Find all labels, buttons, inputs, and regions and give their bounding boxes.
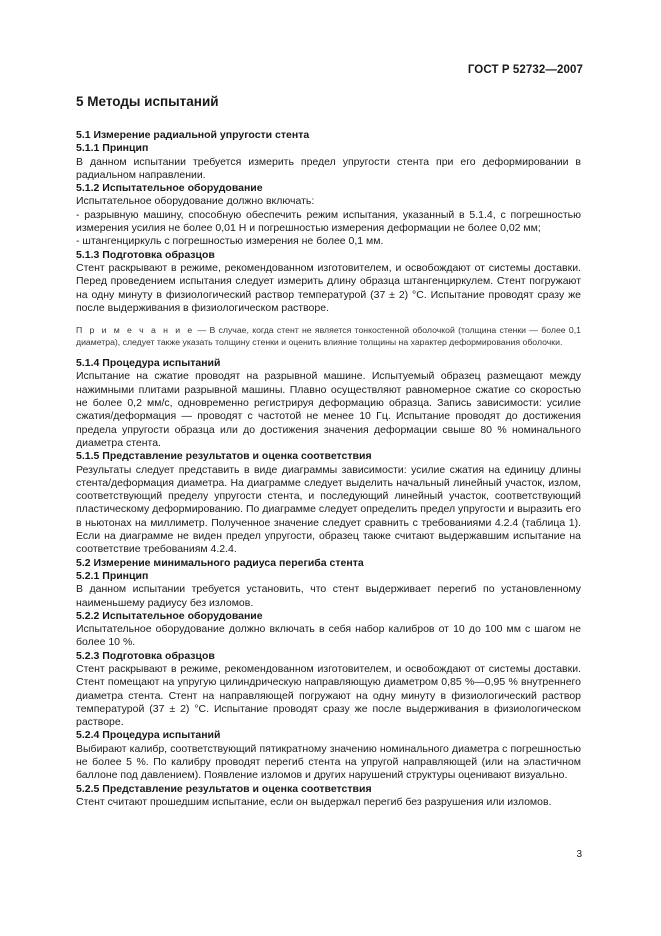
- note: [76, 324, 581, 348]
- paragraph: Испытательное оборудование должно включать в себя набор калибров от 10 до 100 мм с шагом не более 10 %.: [76, 623, 581, 649]
- paragraph: Выбирают калибр, соответствующий пятикратному значению номинального диаметра с погрешностью не более 5 %. По калибру проводят перегиб стента на упругой направляющей (или на эластичном баллоне под давлением). Появление изломов и других нарушений структуры оценивают визуально.: [76, 742, 581, 782]
- page-number: 3: [576, 849, 582, 860]
- paragraph: В данном испытании требуется установить, что стент выдерживает перегиб по установленному наименьшему радиусу без изломов.: [76, 583, 581, 609]
- list-item: - штангенциркуль с погрешностью измерения не более 0,1 мм.: [76, 235, 384, 248]
- paragraph: Результаты следует представить в виде диаграммы зависимости: усилие сжатия на единицу длины стента/деформация диаметра. На диаграмме следует выделить начальный линейный участок, излом, соответствующий пределу упругости стента, и последующий линейный участок, соответствующий пластическому деформированию. По диаграмме следует определить предел упругости и выразить его в ньютонах на миллиметр. Полученное значение следует сравнить с требованиями 4.2.4 (таблица 1). Если на диаграмме не виден предел упругости, образец также считают выдержавшим испытание на соответствие требованиям 4.2.4.: [76, 463, 581, 556]
- clause-heading: 5.1.2 Испытательное оборудование: [76, 182, 263, 195]
- paragraph: Стент раскрывают в режиме, рекомендованном изготовителем, и освобождают от системы доставки. Перед проведением испытания следует измерить длину образца штангенциркулем. Стент погружают на одну минуту в физиологический раствор температурой (37 ± 2) °С. Испытание проводят сразу же после выдерживания в физиологическом растворе.: [76, 261, 581, 314]
- clause-heading: 5.1.1 Принцип: [76, 142, 149, 155]
- paragraph: Испытание на сжатие проводят на разрывной машине. Испытуемый образец размещают между нажимными плитами разрывной машины. Плавно осуществляют равномерное сжатие со скоростью не более 0,2 мм/с, одновременно регистрируя деформацию образца. Запись зависимости: усилие сжатия/деформация — проводят с частотой не менее 10 Гц. Испытание проводят до достижения предела упругости образца или до достижения значения деформации свыше 80 % номинального диаметра стента.: [76, 370, 581, 449]
- subsection-heading: 5.2 Измерение минимального радиуса перегиба стента: [76, 556, 364, 569]
- paragraph: Испытательное оборудование должно включать:: [76, 195, 315, 208]
- document-body: [76, 93, 581, 809]
- clause-heading: 5.1.3 Подготовка образцов: [76, 248, 215, 261]
- clause-heading: 5.2.1 Принцип: [76, 569, 149, 582]
- paragraph: Стент раскрывают в режиме, рекомендованном изготовителем, и освобождают от системы доставки. Стент помещают на упругую цилиндрическую направляющую диаметром 0,85 %—0,95 % внутреннего диаметра стента. Стент на направляющей погружают на одну минуту в физиологический раствор температурой (37 ± 2) °С. Испытание проводят сразу же после выдерживания в физиологическом растворе.: [76, 662, 581, 729]
- paragraph: [76, 156, 581, 183]
- clause-heading: 5.2.3 Подготовка образцов: [76, 649, 215, 662]
- section-title: 5 Методы испытаний: [76, 94, 219, 109]
- subsection-heading: 5.1 Измерение радиальной упругости стента: [76, 129, 310, 141]
- list-item: - разрывную машину, способную обеспечить режим испытания, указанный в 5.1.4, с погрешностью измерения усилия не более 0,01 Н и погрешностью измерения деформации не более 0,02 мм;: [76, 208, 581, 235]
- note-label: П р и м е ч а н и е: [76, 325, 195, 336]
- note-text: — В случае, когда стент не является тонкостенной оболочкой (толщина стенки — более 0,1 диаметра), следует также указать толщину стенки и оценить влияние толщины на характер деформирования оболочки.: [76, 325, 582, 348]
- clause-heading: 5.1.4 Процедура испытаний: [76, 357, 221, 370]
- paragraph: Стент считают прошедшим испытание, если он выдержал перегиб без разрушения или изломов.: [76, 795, 552, 808]
- clause-heading: 5.2.4 Процедура испытаний: [76, 729, 221, 742]
- paragraph-text: В данном испытании требуется измерить предел упругости стента при его деформировании в радиальном направлении.: [76, 155, 581, 181]
- clause-heading: 5.1.5 Представление результатов и оценка соответствия: [76, 450, 372, 463]
- clause-heading: 5.2.2 Испытательное оборудование: [76, 609, 263, 622]
- standard-header: ГОСТ Р 52732—2007: [467, 64, 583, 76]
- clause-heading: 5.2.5 Представление результатов и оценка соответствия: [76, 782, 372, 795]
